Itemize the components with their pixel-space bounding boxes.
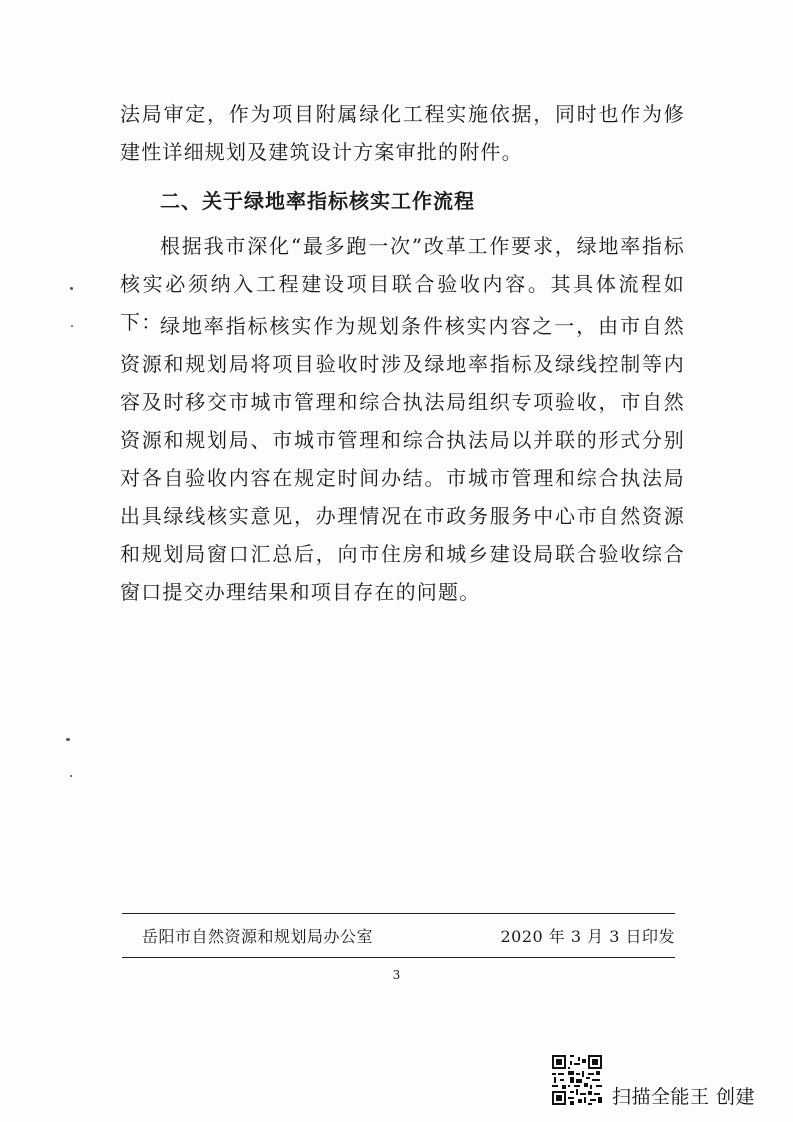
issue-date: 2020 年 3 月 3 日印发 <box>500 927 675 946</box>
scan-speck <box>66 738 70 741</box>
scan-speck <box>70 775 72 777</box>
issuing-office: 岳阳市自然资源和规划局办公室 <box>142 927 374 946</box>
scanner-watermark-text: 扫描全能王 创建 <box>612 1086 756 1108</box>
section-heading: 二、关于绿地率指标核实工作流程 <box>160 189 475 213</box>
qr-code-icon <box>552 1055 602 1105</box>
footer-rule-top <box>122 913 675 914</box>
scan-speck <box>71 325 73 327</box>
intro-paragraph: 根据我市深化“最多跑一次”改革工作要求，绿地率指标核实必须纳入工程建设项目联合验收内容。其具体流程如下： <box>120 234 685 334</box>
continued-paragraph: 法局审定，作为项目附属绿化工程实施依据，同时也作为修建性详细规划及建筑设计方案审批的附件。 <box>120 102 685 164</box>
process-paragraph: 绿地率指标核实作为规划条件核实内容之一，由市自然资源和规划局将项目验收时涉及绿地率指标及绿线控制等内容及时移交市城市管理和综合执法局组织专项验收，市自然资源和规划局、市城市管理和综合执法局以并联的形式分别对各自验收内容在规定时间办结。市城市管理和综合执法局出具绿线核实意见，办理情况在市政务服务中心市自然资源和规划局窗口汇总后，向市住房和城乡建设局联合验收综合窗口提交办理结果和项目存在的问题。 <box>120 314 685 604</box>
scan-speck <box>70 287 73 290</box>
page-number: 3 <box>392 968 401 982</box>
footer-rule-bottom <box>122 957 675 958</box>
